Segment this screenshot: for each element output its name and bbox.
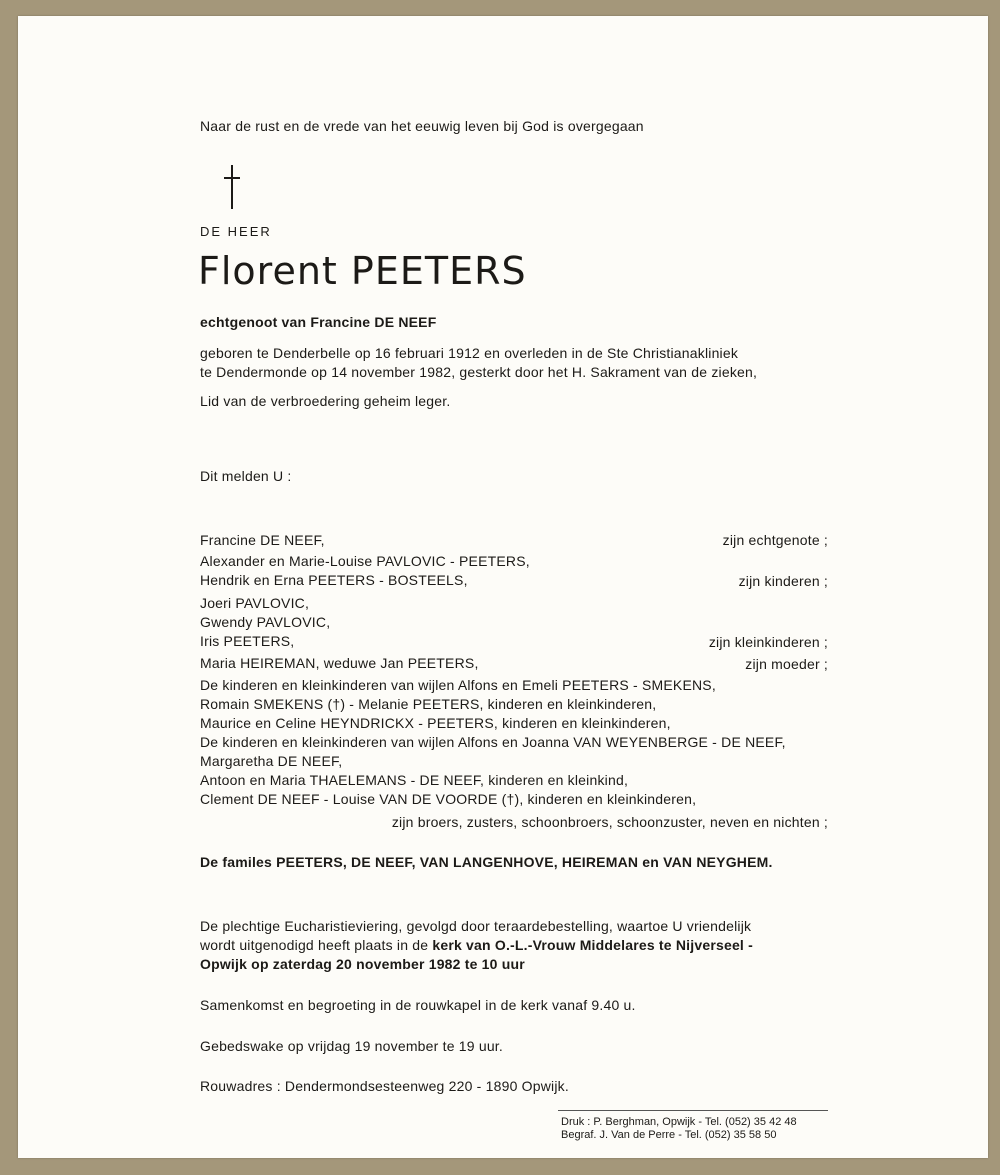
relative-line: Maurice en Celine HEYNDRICKX - PEETERS, kinderen en kleinkinderen,: [200, 715, 671, 731]
deceased-last-name: PEETERS: [350, 249, 527, 293]
cross-icon: [224, 165, 240, 209]
intro-text: Naar de rust en de vrede van het eeuwig leven bij God is overgegaan: [200, 118, 644, 134]
relative-line: De kinderen en kleinkinderen van wijlen Alfons en Emeli PEETERS - SMEKENS,: [200, 677, 716, 693]
ceremony-line-2: [200, 936, 753, 954]
ceremony-date: Opwijk op zaterdag 20 november 1982 te 10 uur: [200, 956, 525, 972]
salutation: DE HEER: [200, 224, 272, 239]
relative-line: De kinderen en kleinkinderen van wijlen Alfons en Joanna VAN WEYENBERGE - DE NEEF,: [200, 734, 786, 750]
siblings-relation: zijn broers, zusters, schoonbroers, schoonzuster, neven en nichten ;: [391, 814, 828, 830]
relative-line: Romain SMEKENS (†) - Melanie PEETERS, kinderen en kleinkinderen,: [200, 696, 657, 712]
spouse-line: echtgenoot van Francine DE NEEF: [200, 314, 437, 330]
relation-label: zijn echtgenote ;: [722, 532, 828, 548]
funeral-director-credit: Begraf. J. Van de Perre - Tel. (052) 35 58 50: [561, 1129, 777, 1141]
relative-line: Gwendy PAVLOVIC,: [200, 614, 331, 630]
church-location: kerk van O.-L.-Vrouw Middelares te Nijverseel -: [432, 937, 753, 953]
bio-line-1: geboren te Denderbelle op 16 februari 1912 en overleden in de Ste Christianakliniek: [200, 345, 739, 361]
relative-line: Alexander en Marie-Louise PAVLOVIC - PEETERS,: [200, 553, 530, 569]
ceremony-line-1: De plechtige Eucharistieviering, gevolgd door teraardebestelling, waartoe U vriendelijk: [200, 918, 752, 934]
deceased-name: [198, 248, 527, 294]
relative-line: Margaretha DE NEEF,: [200, 753, 343, 769]
relative-line: Joeri PAVLOVIC,: [200, 595, 310, 611]
relation-label: zijn kinderen ;: [738, 573, 828, 589]
relative-line: Hendrik en Erna PEETERS - BOSTEELS,: [200, 572, 468, 588]
relative-line: Antoon en Maria THAELEMANS - DE NEEF, kinderen en kleinkind,: [200, 772, 629, 788]
bio-line-2: te Dendermonde op 14 november 1982, gesterkt door het H. Sakrament van de zieken,: [200, 364, 758, 380]
relation-label: zijn kleinkinderen ;: [708, 634, 828, 650]
ceremony-text: wordt uitgenodigd heeft plaats in de: [200, 937, 433, 953]
printer-credit: Druk : P. Berghman, Opwijk - Tel. (052) 35 42 48: [561, 1116, 797, 1128]
relative-line: Clement DE NEEF - Louise VAN DE VOORDE (†), kinderen en kleinkinderen,: [200, 791, 697, 807]
footer-divider: [558, 1110, 828, 1111]
wake-text: Gebedswake op vrijdag 19 november te 19 uur.: [200, 1038, 503, 1054]
membership: Lid van de verbroedering geheim leger.: [200, 393, 451, 409]
announce-text: Dit melden U :: [200, 468, 292, 484]
address-text: Rouwadres : Dendermondsesteenweg 220 - 1890 Opwijk.: [200, 1078, 569, 1094]
relative-line: Maria HEIREMAN, weduwe Jan PEETERS,: [200, 655, 479, 671]
relative-line: Iris PEETERS,: [200, 633, 295, 649]
relative-line: Francine DE NEEF,: [200, 532, 325, 548]
families-line: De familes PEETERS, DE NEEF, VAN LANGENHOVE, HEIREMAN en VAN NEYGHEM.: [200, 854, 773, 870]
deceased-first-name: Florent: [198, 249, 338, 293]
relation-label: zijn moeder ;: [745, 656, 828, 672]
memorial-card: [18, 16, 988, 1158]
gathering-text: Samenkomst en begroeting in de rouwkapel in de kerk vanaf 9.40 u.: [200, 997, 636, 1013]
